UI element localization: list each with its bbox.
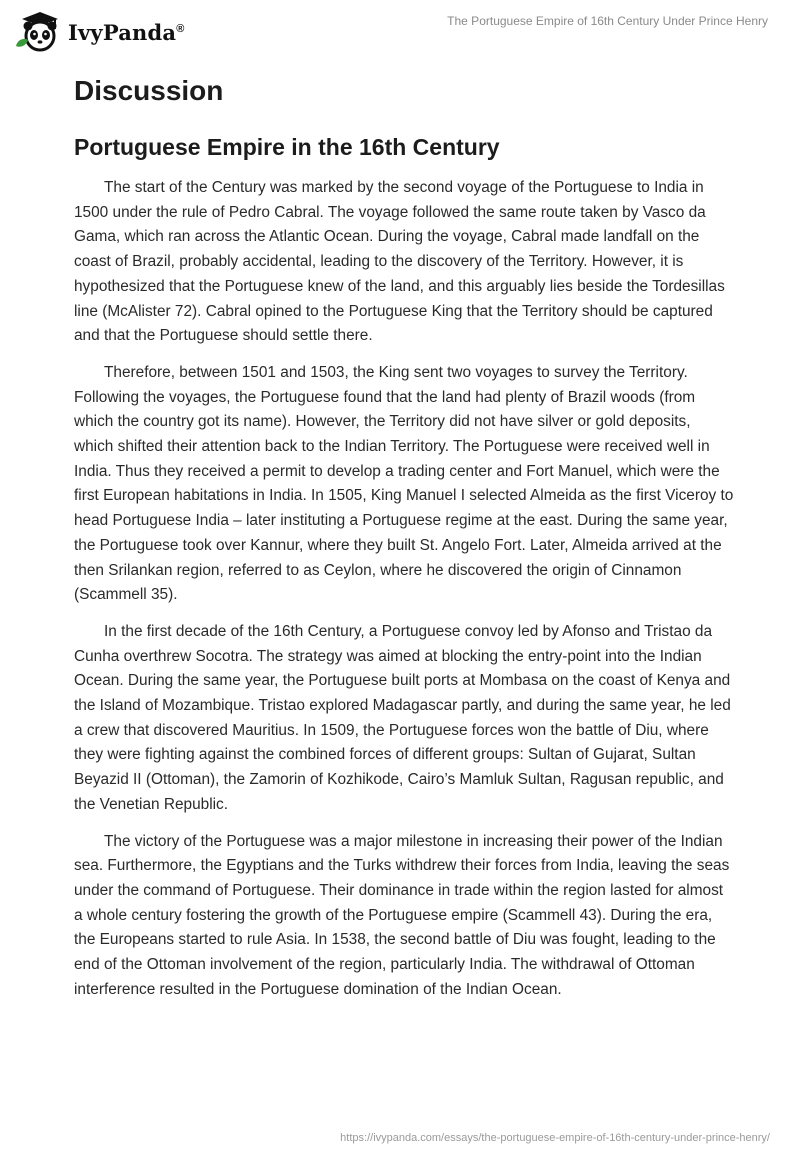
paragraph: The start of the Century was marked by the second voyage of the Portuguese to India in 1500 under the rule of Pedro Cabral. The voyage followed the same route taken by Vasco da Gama, which ran across the Atlantic Ocean. During the voyage, Cabral made landfall on the coast of Brazil, probably accidental, leading to the discovery of the Territory. However, it is hypothesized that the Portuguese knew of the land, and this arguably lies beside the Tordesillas line (McAlister 72). Cabral opined to the Portuguese King that the Territory should be captured and that the Portuguese should settle there. — [74, 179, 725, 345]
section-heading: Discussion — [74, 75, 224, 106]
section-subheading: Portuguese Empire in the 16th Century — [74, 134, 500, 160]
paragraph: Therefore, between 1501 and 1503, the King sent two voyages to survey the Territory. Following the voyages, the Portuguese found that the land had plenty of Brazil woods (from which the country got its name). However, the Territory did not have silver or gold deposits, which shifted their attention back to the Indian Territory. The Portuguese were received well in India. Thus they received a permit to develop a trading center and Fort Manuel, which were the first European habitations in India. In 1505, King Manuel I selected Almeida as the first Viceroy to head Portuguese India – later instituting a Portuguese regime at the east. During the same year, the Portuguese took over Kannur, where they built St. Angelo Fort. Later, Almeida arrived at the then Srilankan region, referred to as Ceylon, where he discovered the origin of Cinnamon (Scammell 35). — [74, 363, 734, 604]
page-header — [0, 0, 800, 60]
document-title: The Portuguese Empire of 16th Century Under Prince Henry — [447, 14, 768, 28]
paragraphs — [74, 176, 734, 1003]
footer-url-link[interactable]: https://ivypanda.com/essays/the-portuguese-empire-of-16th-century-under-prince-henry/ — [340, 1132, 770, 1144]
essay-content — [74, 72, 734, 1015]
ivypanda-logo[interactable] — [14, 10, 185, 54]
logo-text: IvyPanda® — [68, 19, 185, 45]
paragraph: The victory of the Portuguese was a major milestone in increasing their power of the Indian sea. Furthermore, the Egyptians and the Turks withdrew their forces from India, leaving the seas under the command of Portuguese. Their dominance in trade within the region lasted for almost a whole century fostering the growth of the Portuguese empire (Scammell 43). During the era, the Europeans started to rule Asia. In 1538, the second battle of Diu was fought, leading to the end of the Ottoman involvement of the region, particularly India. The withdrawal of Ottoman interference resulted in the Portuguese domination of the Indian Ocean. — [74, 832, 730, 998]
panda-graduate-icon — [14, 10, 62, 54]
paragraph: In the first decade of the 16th Century, a Portuguese convoy led by Afonso and Tristao da Cunha overthrew Socotra. The strategy was aimed at blocking the entry-point into the Indian Ocean. During the same year, the Portuguese built ports at Mombasa on the coast of Kenya and the Island of Mozambique. Tristao explored Madagascar partly, and during the same year, he led a crew that discovered Mauritius. In 1509, the Portuguese forces won the battle of Diu, where they were fighting against the combined forces of different groups: Sultan of Gujarat, Sultan Beyazid II (Ottoman), the Zamorin of Kozhikode, Cairo’s Mamluk Sultan, Ragusan republic, and the Venetian Republic. — [74, 622, 731, 813]
